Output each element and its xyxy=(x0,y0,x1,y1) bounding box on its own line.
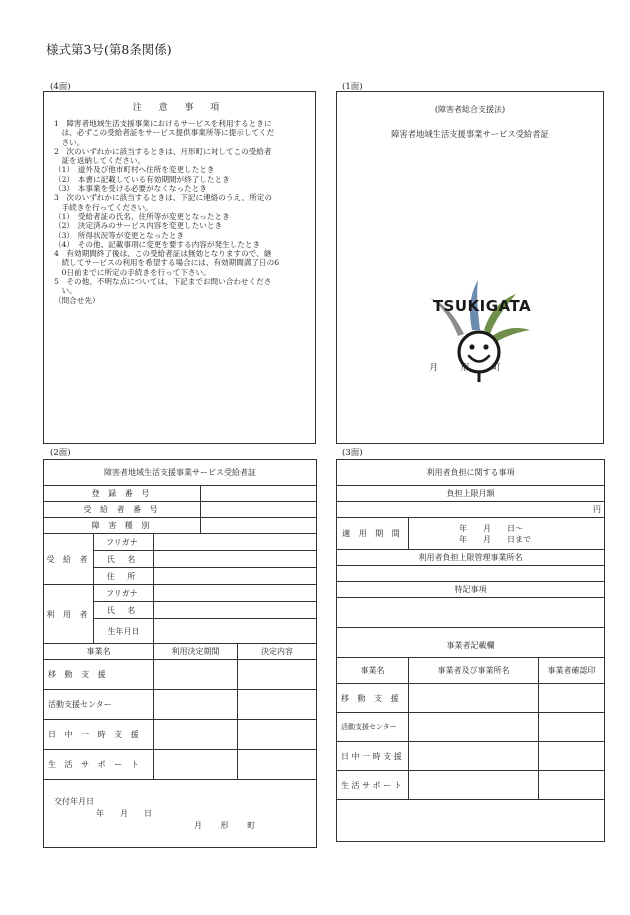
user-furigana-label: フリガナ xyxy=(94,585,154,602)
face3-title: 利用者負担に関する事項 xyxy=(337,460,605,486)
disability-type-label: 障 害 種 別 xyxy=(44,518,201,534)
logo-text: TSUKIGATA xyxy=(432,297,532,315)
special-value xyxy=(337,598,605,628)
form-title: 様式第3号(第8条関係) xyxy=(46,42,172,57)
f3-service-row-label: 生 活 サ ポ ー ト xyxy=(337,771,409,800)
face1-label: (1面) xyxy=(342,82,363,92)
user-name-label: 氏 名 xyxy=(94,602,154,619)
f3-col-confirm: 事業者確認印 xyxy=(539,658,605,684)
user-birthdate-value xyxy=(154,619,317,644)
recipient-no-value xyxy=(201,502,317,518)
period-to: 年 月 日まで xyxy=(459,534,531,544)
period-label: 適 用 期 間 xyxy=(337,518,409,550)
note-line: （問合せ先） xyxy=(54,295,100,305)
user-furigana-value xyxy=(154,585,317,602)
face2-title: 障害者地域生活支援事業サービス受給者証 xyxy=(44,460,317,486)
cap-yen: 円 xyxy=(337,502,605,518)
cap-label: 負担上限月額 xyxy=(337,486,605,502)
note-line: （1） 受給者証の氏名、住所等が変更となったとき xyxy=(54,211,230,221)
special-label: 特記事項 xyxy=(337,582,605,598)
note-line: 手続きを行ってください。 xyxy=(54,202,153,212)
recipient-label: 受 給 者 xyxy=(44,534,94,585)
face3-table xyxy=(336,459,605,842)
note-line: 5 その他、不明な点については、下記までお問い合わせくださ xyxy=(54,277,272,287)
note-line: （3） 所得状況等が変更となったとき xyxy=(54,230,185,240)
f3-service-row-label: 活動支援センター xyxy=(337,713,409,742)
face2-table xyxy=(43,459,317,848)
service-row-label: 活動支援センター xyxy=(44,690,154,720)
recipient-address-value xyxy=(154,568,317,585)
issue-town: 月 形 町 xyxy=(194,821,264,830)
f3-service-row-label: 移 動 支 援 xyxy=(337,684,409,713)
f3-col-business: 事業名 xyxy=(337,658,409,684)
period-value xyxy=(409,518,605,550)
reg-no-value xyxy=(201,486,317,502)
notes-heading: 注 意 事 項 xyxy=(132,103,227,113)
note-line: 続してサービスの利用を希望する場合には、有効期間満了日の6 xyxy=(54,258,280,268)
disability-type-value xyxy=(201,518,317,534)
issue-date-label: 交付年月日 xyxy=(54,797,94,806)
cover-cert-title: 障害者地域生活支援事業サービス受給者証 xyxy=(391,129,549,139)
note-line: 0日前までに所定の手続きを行って下さい。 xyxy=(54,267,211,277)
service-row-label: 移 動 支 援 xyxy=(44,660,154,690)
provider-column-label: 事業者記載欄 xyxy=(337,628,605,658)
period-from: 年 月 日～ xyxy=(459,523,523,533)
recipient-address-label: 住 所 xyxy=(94,568,154,585)
service-row-label: 日 中 一 時 支 援 xyxy=(44,720,154,750)
f3-bottom-blank xyxy=(337,800,605,842)
note-line: 4 有効期間終了後は、この受給者証は無効となりますので、継 xyxy=(54,249,272,259)
face4-label: (4面) xyxy=(50,82,71,92)
note-line: （4） その他、記載事項に変更を要する内容が発生したとき xyxy=(54,239,261,249)
cover-town: 月 形 町 xyxy=(429,363,511,373)
tsukigata-mascot-logo-icon xyxy=(412,272,552,422)
service-row-label: 生 活 サ ポ ー ト xyxy=(44,750,154,780)
issue-date-fmt: 年 月 日 xyxy=(96,809,152,818)
notes-body xyxy=(44,113,315,305)
recipient-furigana-value xyxy=(154,534,317,551)
col-business: 事業名 xyxy=(44,644,154,660)
mgmt-value xyxy=(337,566,605,582)
col-period: 利用決定期間 xyxy=(154,644,238,660)
f3-col-provider: 事業者及び事業所名 xyxy=(409,658,539,684)
recipient-no-label: 受 給 者 番 号 xyxy=(44,502,201,518)
note-line: は、必ずこの受給者証をサービス提供事業所等に提示してくだ xyxy=(54,128,275,138)
notes-panel xyxy=(43,91,316,444)
user-name-value xyxy=(154,602,317,619)
recipient-furigana-label: フリガナ xyxy=(94,534,154,551)
user-label: 利 用 者 xyxy=(44,585,94,644)
user-birthdate-label: 生年月日 xyxy=(94,619,154,644)
face3-label: (3面) xyxy=(342,448,363,458)
note-line: （1） 道外及び他市町村へ住所を変更したとき xyxy=(54,165,215,175)
f3-service-row-label: 日 中 一 時 支 援 xyxy=(337,742,409,771)
note-line: 3 次のいずれかに該当するときは、下記に連絡のうえ、所定の xyxy=(54,193,272,203)
mgmt-label: 利用者負担上限管理事業所名 xyxy=(337,550,605,566)
note-line: （2） 決定済みのサービス内容を変更したいとき xyxy=(54,221,223,231)
cover-law: (障害者総合支援法) xyxy=(434,105,506,114)
recipient-name-label: 氏 名 xyxy=(94,551,154,568)
col-content: 決定内容 xyxy=(238,644,317,660)
recipient-name-value xyxy=(154,551,317,568)
note-line: （2） 本書に記載している有効期間が終了したとき xyxy=(54,174,230,184)
note-line: 2 次のいずれかに該当するときは、月形町に対してこの受給者 xyxy=(54,146,272,156)
note-line: 証を返納してください。 xyxy=(54,156,146,166)
cover-panel xyxy=(336,91,604,444)
note-line: い。 xyxy=(54,286,77,296)
note-line: 1 障害者地域生活支援事業におけるサービスを利用するときに xyxy=(54,119,272,128)
note-line: さい。 xyxy=(54,137,85,147)
issue-block xyxy=(44,780,317,848)
face2-label: (2面) xyxy=(50,448,71,458)
reg-no-label: 登 録 番 号 xyxy=(44,486,201,502)
note-line: （3） 本事業を受ける必要がなくなったとき xyxy=(54,184,207,194)
